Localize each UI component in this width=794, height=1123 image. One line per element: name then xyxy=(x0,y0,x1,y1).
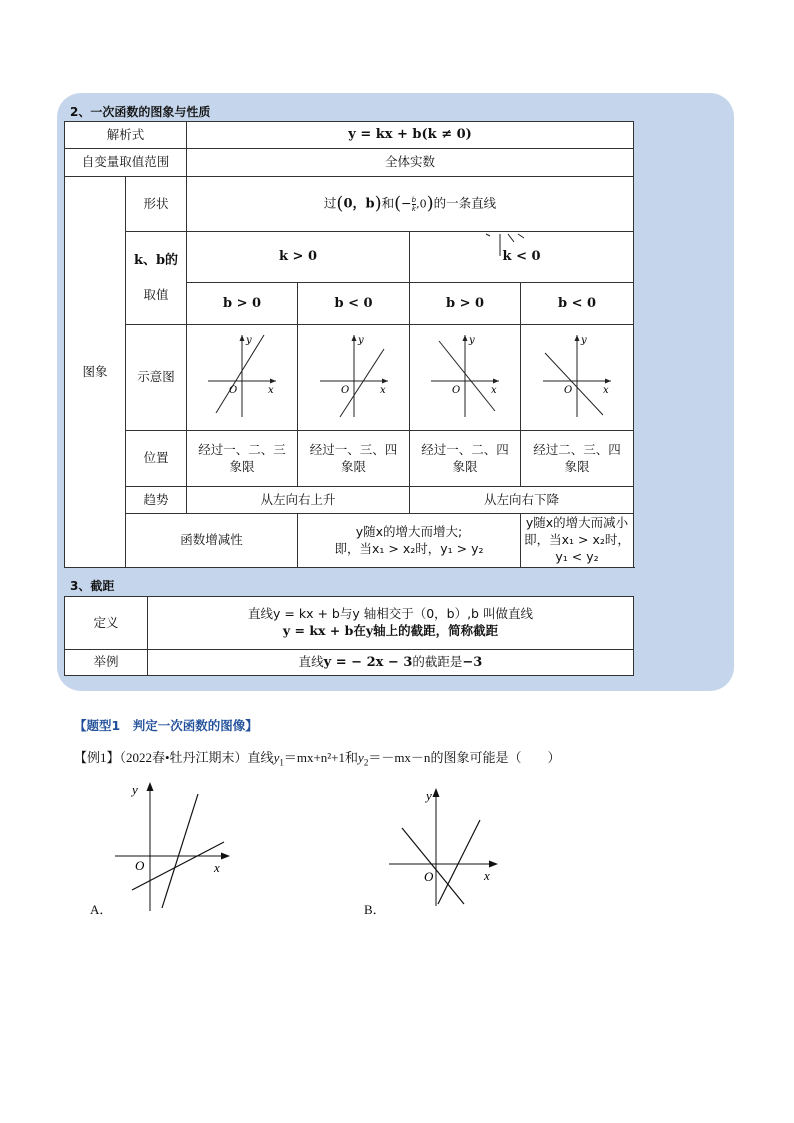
question-type-heading: 【题型1 判定一次函数的图像】 xyxy=(74,718,258,733)
shape-fraction: $\frac{b}{k}$ xyxy=(411,195,417,213)
origin-label: O xyxy=(452,385,461,397)
y-axis-label: y xyxy=(469,335,475,347)
origin-label: O xyxy=(229,385,238,397)
formula-label: 解析式 xyxy=(65,122,187,149)
monotonic-increasing: y随x的增大而增大; 即，当x₁ > x₂时，y₁ > y₂ xyxy=(298,514,521,568)
formula-value: y = kx + b(k ≠ 0) xyxy=(187,122,634,149)
x-axis-label: x xyxy=(379,385,386,397)
x-axis-label: x xyxy=(214,860,220,875)
monotonic-decreasing: y随x的增大而减小 即，当x₁ > x₂时，y₁ < y₂ xyxy=(521,514,634,568)
line-a-1 xyxy=(162,794,198,908)
y-axis-label: y xyxy=(581,335,587,347)
position-cell-3: 经过一、二、四 象限 xyxy=(410,431,521,487)
shape-point2: ,0 xyxy=(416,197,427,211)
diagram-cell-2 xyxy=(298,325,410,431)
origin-label: O xyxy=(564,385,573,397)
example-label: 举例 xyxy=(65,650,148,676)
shape-point1: 0，b xyxy=(343,196,375,212)
line-a-2 xyxy=(132,842,224,890)
y-axis-label: y xyxy=(246,335,252,347)
definition-value: 直线y = kx + b与y 轴相交于（0，b）,b 叫做直线 y = kx + b在y轴上的截距，简称截距 xyxy=(148,597,634,650)
stray-mark-icon xyxy=(480,232,540,258)
k-positive: k > 0 xyxy=(187,232,410,283)
function-line xyxy=(340,349,384,417)
diagram-cell-3 xyxy=(410,325,521,431)
option-a-label[interactable]: A． xyxy=(90,902,113,917)
graph-label: 图象 xyxy=(65,177,126,568)
b-value-4: b < 0 xyxy=(521,283,634,325)
y-axis-label: y xyxy=(426,788,432,803)
origin-label: O xyxy=(424,869,434,884)
k-negative: k < 0 xyxy=(410,232,634,283)
y-axis-label: y xyxy=(357,335,364,347)
section2-title: 2、一次函数的图象与性质 xyxy=(70,105,211,119)
sketch-k-neg-b-neg xyxy=(537,329,617,421)
trend-label: 趋势 xyxy=(126,487,187,514)
kb-label: k、b的 取值 xyxy=(126,232,187,325)
shape-value: 过(0，b)和(− $\frac{b}{k}$ ,0)的一条直线 xyxy=(187,177,634,232)
intercept-table xyxy=(64,596,634,676)
monotonic-label: 函数增减性 xyxy=(126,514,298,568)
position-cell-2: 经过一、三、四 象限 xyxy=(298,431,410,487)
y-axis-label: y xyxy=(132,782,138,797)
sketch-k-neg-b-pos xyxy=(425,329,505,421)
x-axis-label: x xyxy=(491,385,497,397)
origin-label: O xyxy=(340,385,349,397)
sketch-k-pos-b-pos xyxy=(202,329,282,421)
example-question: 【例1】（2022春•牡丹江期末）直线$y_1=mx+n^2+1$和$y_2=-mx-n$的图象可能是（ ） xyxy=(74,750,561,768)
b-value-1: b > 0 xyxy=(187,283,298,325)
section3-title: 3、截距 xyxy=(70,579,115,593)
diagram-cell-1 xyxy=(187,325,298,431)
function-line xyxy=(545,353,603,415)
function-line xyxy=(439,341,495,411)
domain-value: 全体实数 xyxy=(187,149,634,177)
domain-label: 自变量取值范围 xyxy=(65,149,187,177)
position-cell-1: 经过一、二、三 象限 xyxy=(187,431,298,487)
diagram-label: 示意图 xyxy=(126,325,187,431)
trend-down: 从左向右下降 xyxy=(410,487,634,514)
example-value: 直线y = − 2x − 3的截距是−3 xyxy=(148,650,634,676)
origin-label: O xyxy=(135,858,145,873)
line-b-1 xyxy=(438,820,480,904)
x-axis-label: x xyxy=(603,385,609,397)
shape-suffix: 的一条直线 xyxy=(433,195,497,211)
b-value-2: b < 0 xyxy=(298,283,410,325)
shape-prefix: 过 xyxy=(323,195,337,211)
position-label: 位置 xyxy=(126,431,187,487)
shape-conj: 和 xyxy=(381,195,395,211)
x-axis-label: x xyxy=(484,868,490,883)
x-axis-label: x xyxy=(268,385,274,397)
option-a-graph[interactable] xyxy=(110,778,240,913)
sketch-k-pos-b-neg xyxy=(314,329,394,421)
linear-function-table xyxy=(64,121,634,568)
option-b-label[interactable]: B． xyxy=(364,902,386,917)
line-b-2 xyxy=(402,828,464,904)
shape-label: 形状 xyxy=(126,177,187,232)
function-line xyxy=(216,335,264,413)
option-b-graph[interactable] xyxy=(386,784,506,909)
diagram-cell-4 xyxy=(521,325,634,431)
trend-up: 从左向右上升 xyxy=(187,487,410,514)
definition-label: 定义 xyxy=(65,597,148,650)
position-cell-4: 经过二、三、四 象限 xyxy=(521,431,634,487)
b-value-3: b > 0 xyxy=(410,283,521,325)
